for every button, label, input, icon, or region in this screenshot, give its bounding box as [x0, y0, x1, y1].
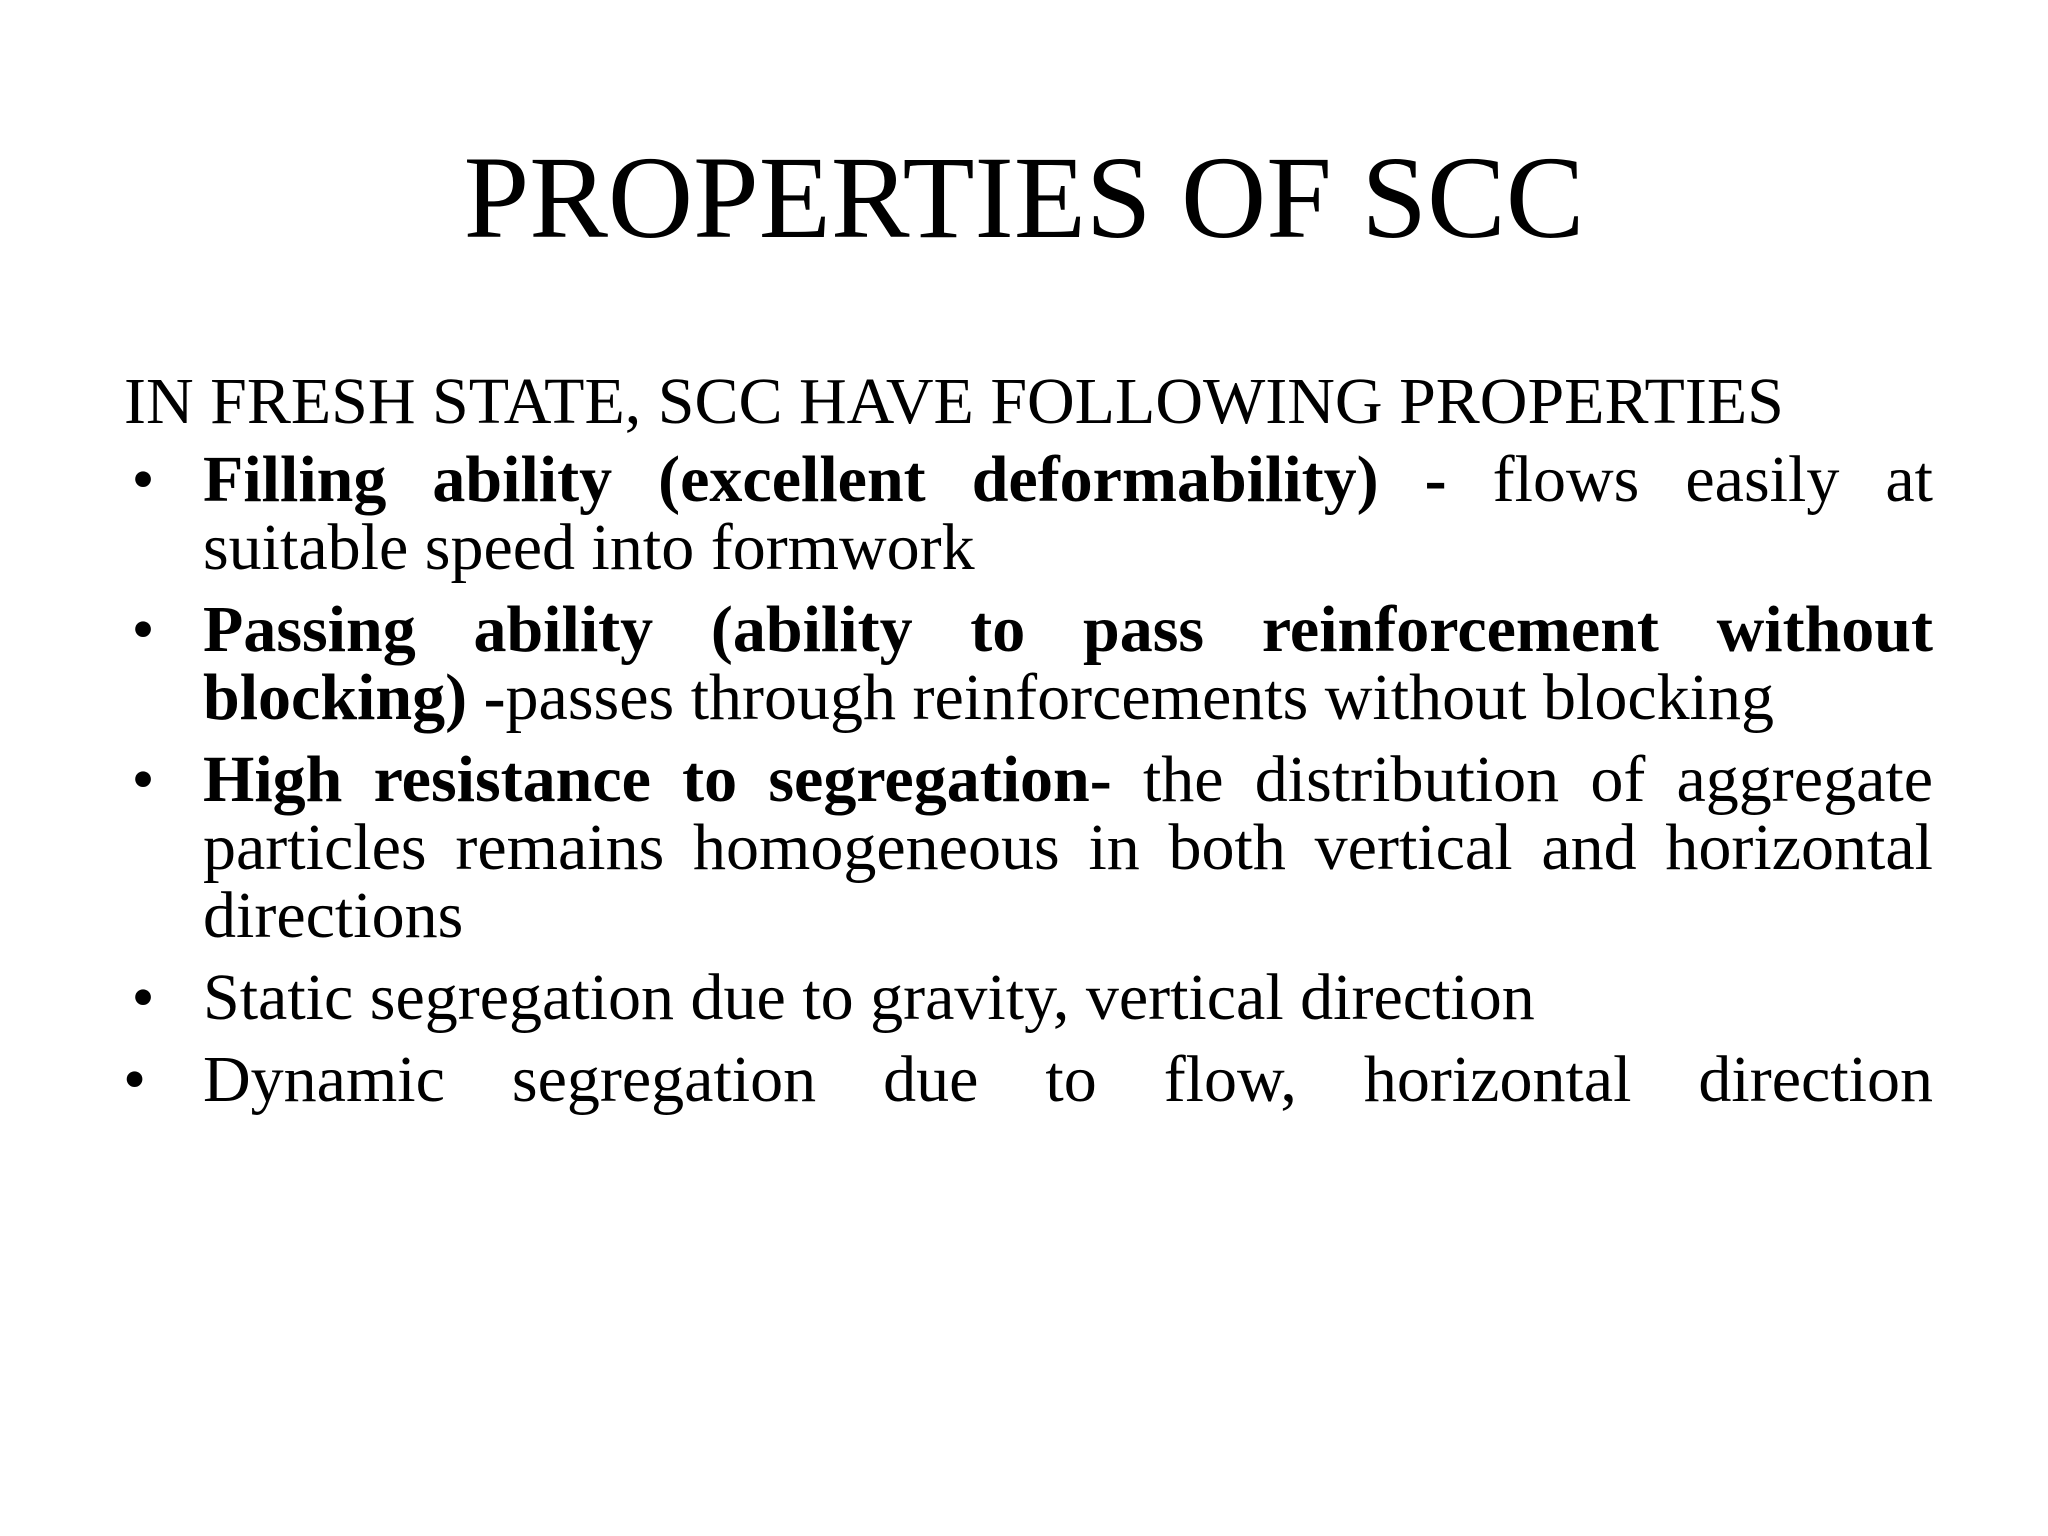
- bullet-item-dynamic-segregation: [123, 1043, 1933, 1116]
- bullet-term: Passing ability (ability to pass reinforcement without blocking) -: [203, 593, 1933, 734]
- bullet-icon: •: [123, 1043, 147, 1116]
- bullet-description: Static segregation due to gravity, vertical direction: [203, 961, 1535, 1034]
- bullet-description: Dynamic segregation due to flow, horizontal direction: [203, 1043, 1933, 1116]
- bullet-term: Filling ability (excellent deformability) -: [203, 443, 1493, 516]
- section-heading: IN FRESH STATE, SCC HAVE FOLLOWING PROPERTIES: [124, 365, 1784, 438]
- bullet-icon: •: [131, 593, 155, 666]
- bullet-item-segregation-resistance: [131, 743, 1934, 952]
- bullet-item-passing-ability: [131, 593, 1933, 734]
- bullet-term: High resistance to segregation-: [203, 743, 1143, 816]
- bullet-description: the distribution of aggregate particles remains homogeneous in both vertical and horizontal directions: [203, 743, 1934, 952]
- slide-title: PROPERTIES OF SCC: [463, 132, 1585, 263]
- bullet-icon: •: [131, 743, 155, 816]
- bullet-description: passes through reinforcements without blocking: [505, 661, 1774, 734]
- bullet-list: [0, 443, 2048, 1128]
- bullet-icon: •: [131, 961, 155, 1034]
- bullet-description: flows easily at suitable speed into formwork: [203, 443, 1933, 584]
- bullet-item-filling-ability: [131, 443, 1933, 584]
- bullet-item-static-segregation: [131, 961, 1933, 1034]
- bullet-icon: •: [131, 443, 155, 516]
